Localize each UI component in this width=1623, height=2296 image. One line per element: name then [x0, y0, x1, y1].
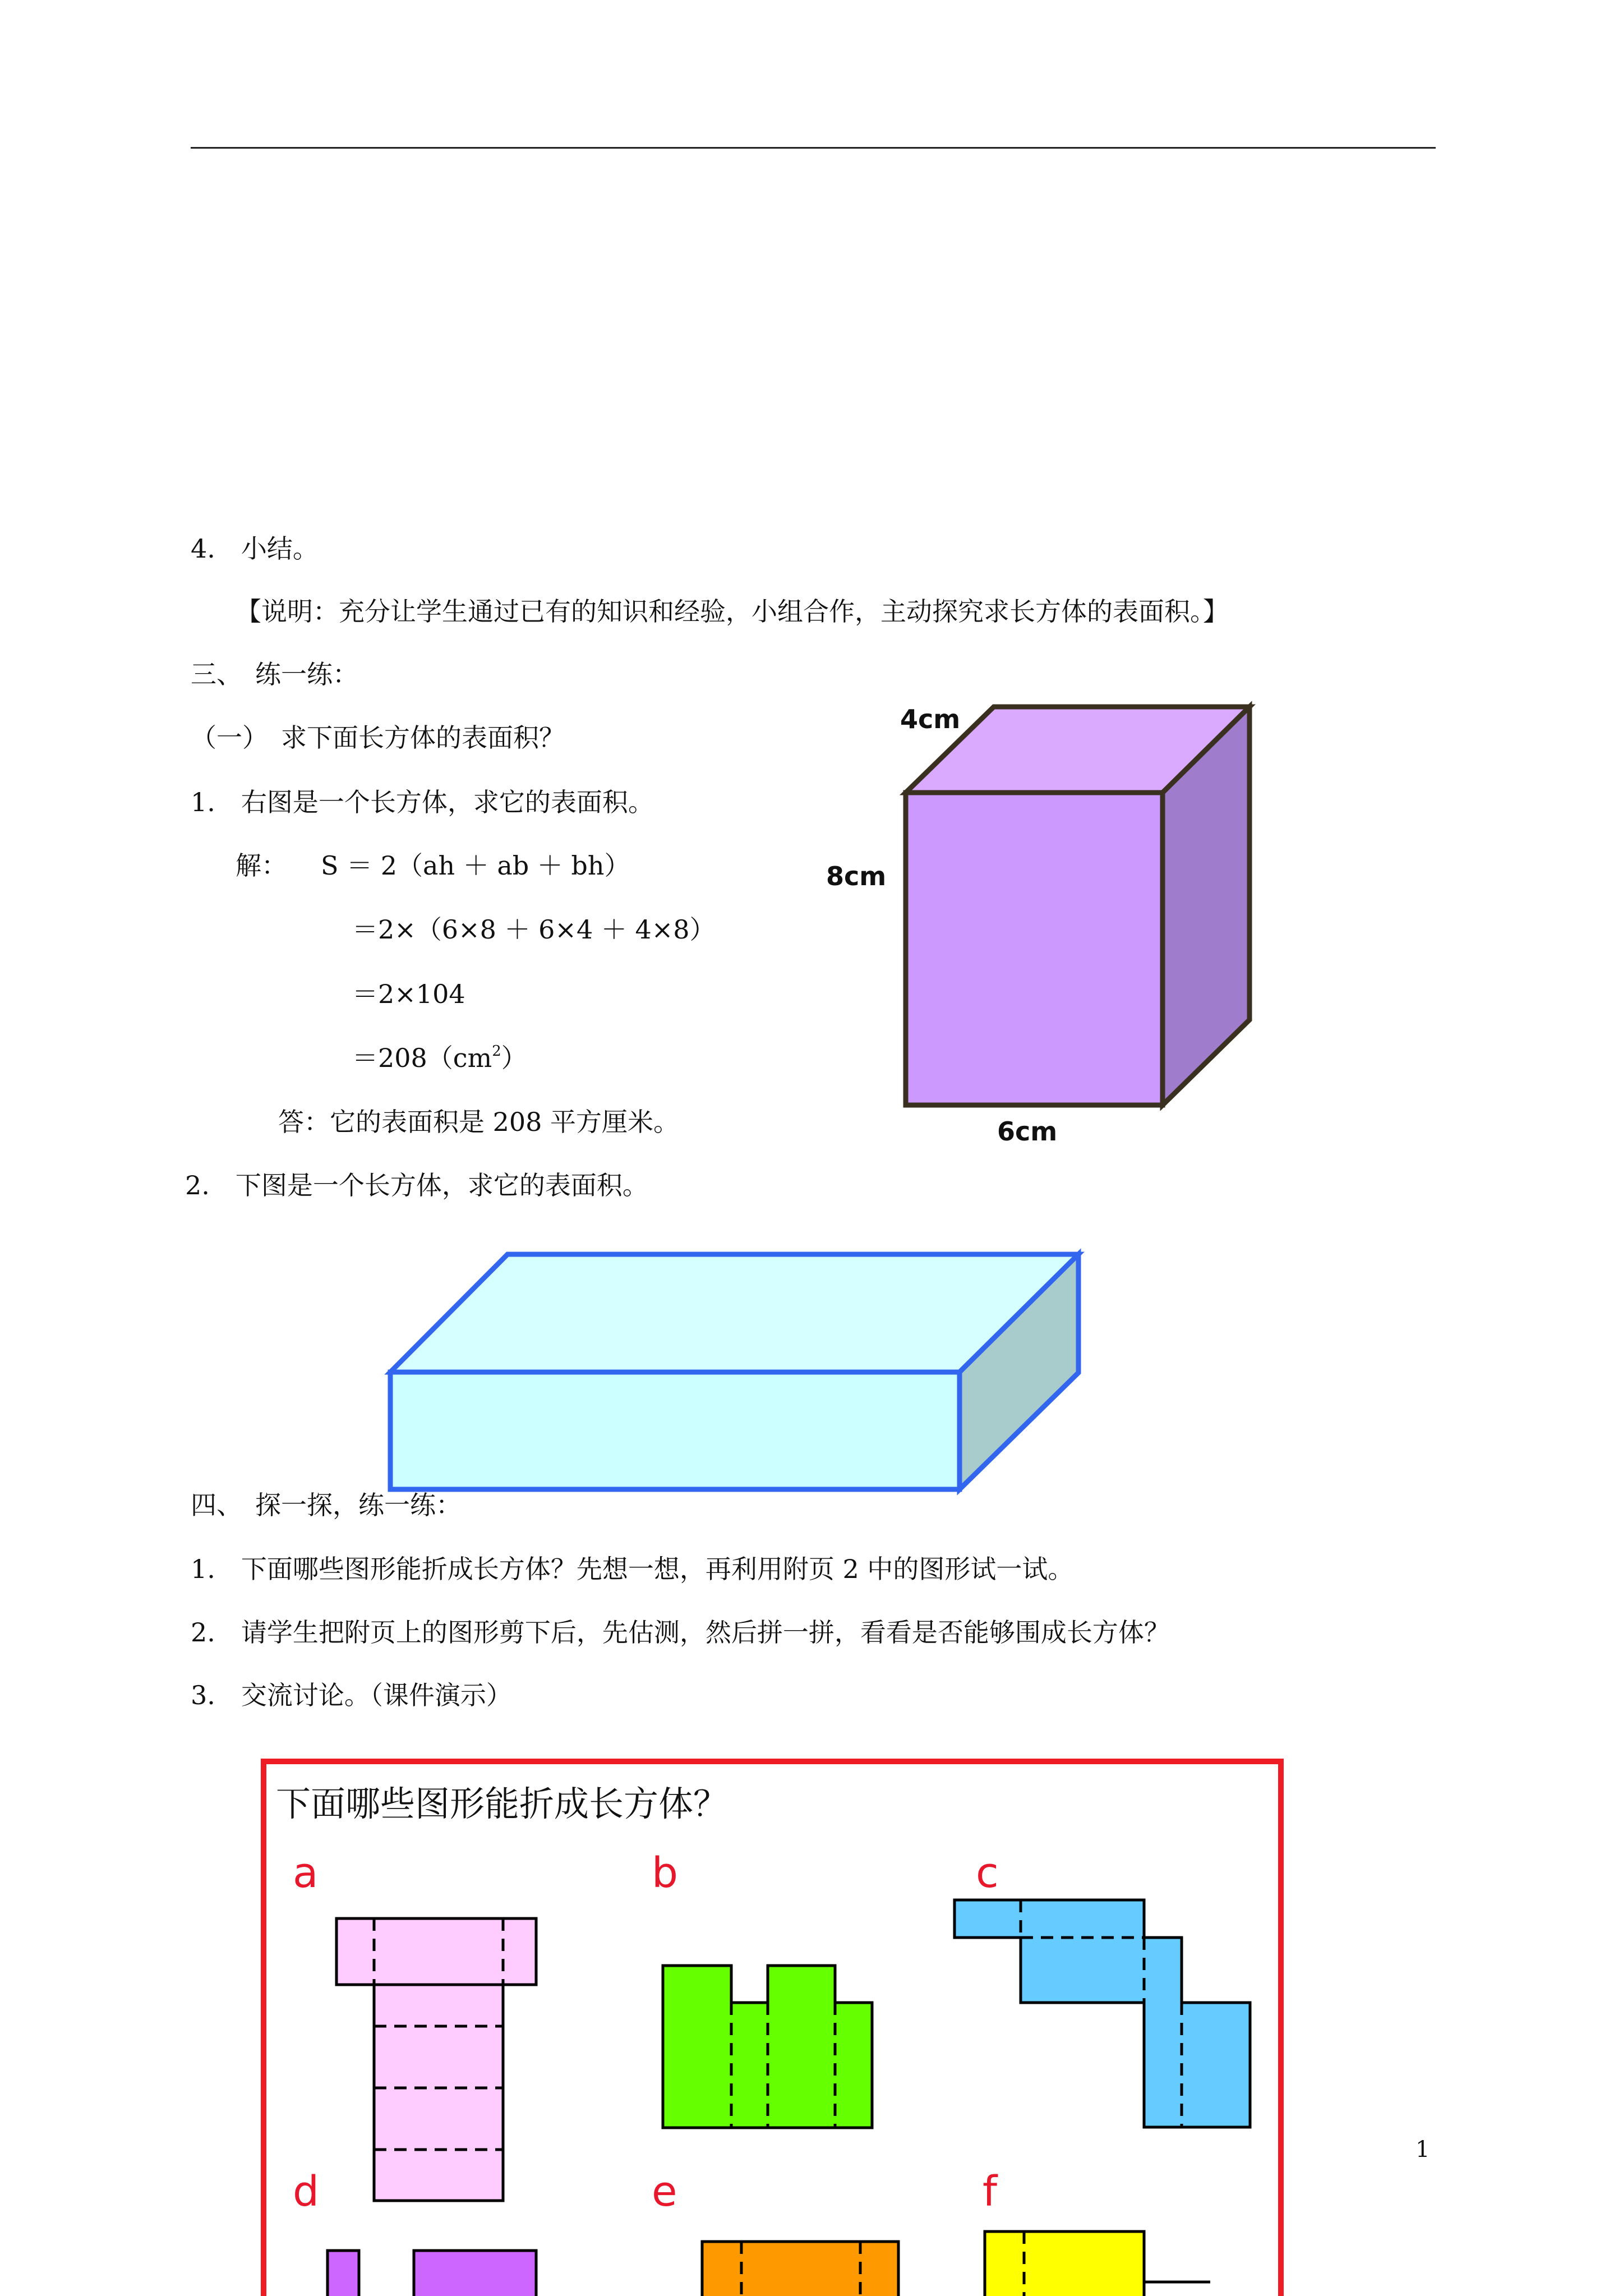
- cuboid-1-figure: [824, 696, 1273, 1161]
- width-label: 6cm: [997, 1116, 1058, 1147]
- nets-panel: [259, 1757, 1285, 2296]
- height-label: 8cm: [826, 861, 887, 891]
- solution-label: 解：: [236, 850, 287, 881]
- solution-step-1: ＝2×（6×8 ＋ 6×4 ＋ 4×8）: [352, 914, 716, 945]
- explore-item-1: 1. 下面哪些图形能折成长方体？先想一想，再利用附页 2 中的图形试一试。: [191, 1554, 1074, 1584]
- label-f: f: [983, 2168, 998, 2216]
- part1-heading: （一） 求下面长方体的表面积？: [191, 723, 565, 753]
- explore-item-2: 2. 请学生把附页上的图形剪下后，先估测，然后拼一拼，看看是否能够围成长方体？: [191, 1617, 1170, 1648]
- question-2: 2. 下图是一个长方体，求它的表面积。: [185, 1170, 648, 1200]
- page-number: 1: [1415, 2137, 1430, 2162]
- label-d: d: [293, 2168, 319, 2216]
- solution-step-2: ＝2×104: [352, 979, 465, 1009]
- net-d: [328, 2251, 536, 2296]
- label-a: a: [293, 1849, 319, 1897]
- answer-text: 答：它的表面积是 208 平方厘米。: [278, 1107, 680, 1137]
- note-text: 【说明：充分让学生通过已有的知识和经验，小组合作，主动探究求长方体的表面积。】: [236, 596, 1229, 627]
- cuboid-2-front-face: [390, 1372, 960, 1489]
- solution-formula: S ＝ 2（ah ＋ ab ＋ bh）: [321, 850, 630, 881]
- net-e: [702, 2242, 898, 2296]
- cuboid-1-front-face: [906, 793, 1163, 1105]
- label-c: c: [976, 1849, 999, 1897]
- header-rule: [191, 147, 1436, 149]
- cuboid-2-figure: [381, 1245, 1088, 1498]
- explore-heading: 四、 探一探，练一练：: [191, 1490, 462, 1520]
- depth-label: 4cm: [900, 704, 961, 734]
- question-1: 1. 右图是一个长方体，求它的表面积。: [191, 787, 654, 817]
- label-b: b: [652, 1849, 678, 1897]
- panel-title: 下面哪些图形能折成长方体？: [276, 1783, 728, 1824]
- practice-heading: 三、 练一练：: [191, 659, 358, 689]
- summary-heading: 4. 小结。: [191, 533, 319, 564]
- explore-item-3: 3. 交流讨论。（课件演示）: [191, 1680, 512, 1710]
- solution-step-3: $=208(cm^2)$: [352, 1042, 527, 1073]
- label-e: e: [652, 2168, 677, 2216]
